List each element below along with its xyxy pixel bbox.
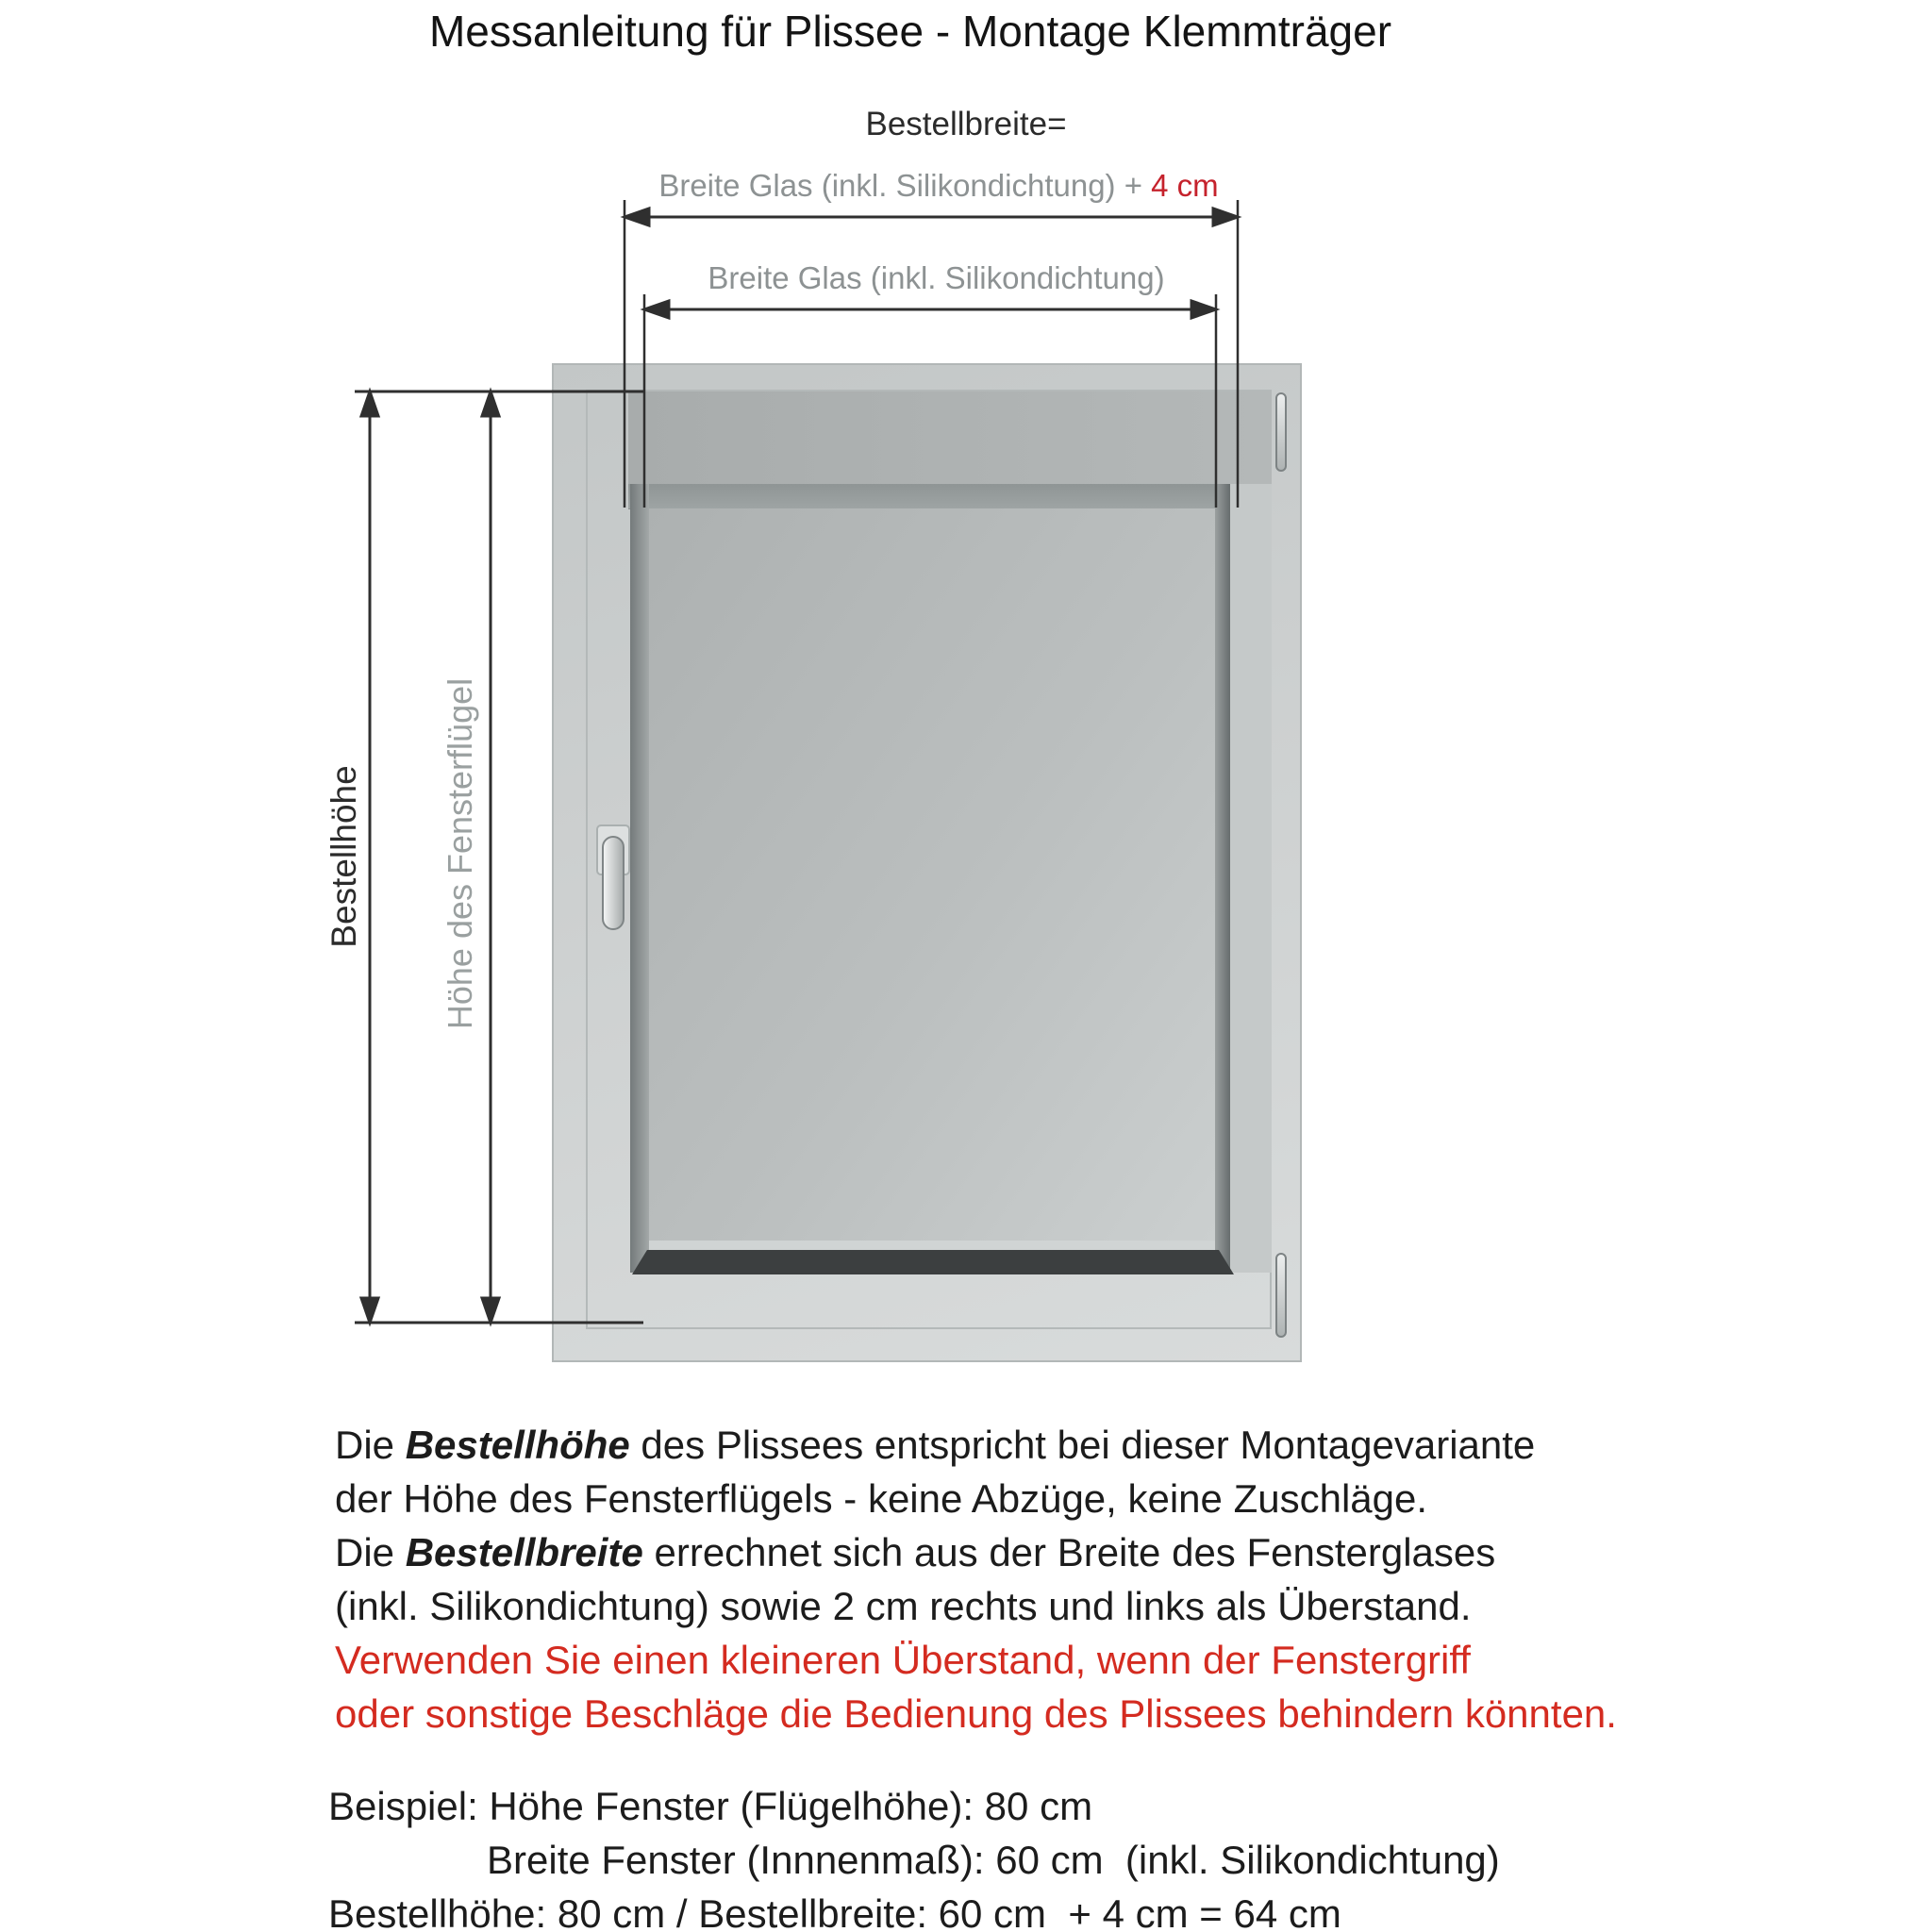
example-block: [328, 1779, 1875, 1932]
text-line: Verwenden Sie einen kleineren Überstand, wenn der Fenstergriff: [335, 1638, 1471, 1682]
glass-bottom-highlight: [649, 1241, 1215, 1250]
window-top-shadow: [628, 391, 1272, 484]
text-line: (inkl. Silikondichtung) sowie 2 cm rechts und links als Überstand.: [335, 1584, 1472, 1628]
glass-left-edge: [630, 484, 649, 1273]
text-line: der Höhe des Fensterflügels - keine Abzüge, keine Zuschläge.: [335, 1476, 1428, 1521]
text-line: oder sonstige Beschläge die Bedienung des Plissees behindern könnten.: [335, 1691, 1617, 1736]
outer-width-label-red: 4 cm: [1151, 168, 1219, 203]
text-line: Die Bestellbreite errechnet sich aus der Breite des Fensterglases: [335, 1530, 1496, 1574]
text-line: Breite Fenster (Innnenmaß): 60 cm (inkl. Silikondichtung): [487, 1838, 1500, 1882]
plissee-fabric: [649, 508, 1215, 1241]
inner-width-label: Breite Glas (inkl. Silikondichtung): [708, 260, 1165, 295]
page-title: Messanleitung für Plissee - Montage Klemmträger: [428, 7, 1392, 56]
outer-width-label: [0, 168, 1877, 204]
text-line: Die Bestellhöhe des Plissees entspricht bei dieser Montagevariante: [335, 1423, 1536, 1467]
sash-height-label: Höhe des Fensterflügel: [441, 677, 479, 1030]
order-height-label: Bestellhöhe: [325, 765, 363, 948]
height-dimension-sash-arrow: [482, 391, 499, 1323]
explanation-paragraph: [335, 1418, 1807, 1740]
glass-bottom-sill: [632, 1250, 1234, 1274]
outer-width-label-gray: Breite Glas (inkl. Silikondichtung) +: [658, 168, 1152, 203]
width-dimension-outer-arrow: [625, 208, 1238, 225]
window-hinge-bottom: [1275, 1253, 1287, 1338]
order-width-heading: Bestellbreite=: [865, 106, 1067, 142]
sash-right-strip: [1230, 484, 1272, 1273]
window-hinge-top: [1275, 392, 1287, 472]
width-dimension-inner-arrow: [644, 301, 1216, 318]
window-handle: [602, 836, 625, 930]
text-line: Beispiel: Höhe Fenster (Flügelhöhe): 80 cm: [328, 1784, 1093, 1828]
glass-right-edge: [1215, 484, 1230, 1273]
plissee-top-rail: [628, 484, 1272, 509]
text-line: Bestellhöhe: 80 cm / Bestellbreite: 60 cm + 4 cm = 64 cm: [328, 1891, 1341, 1932]
